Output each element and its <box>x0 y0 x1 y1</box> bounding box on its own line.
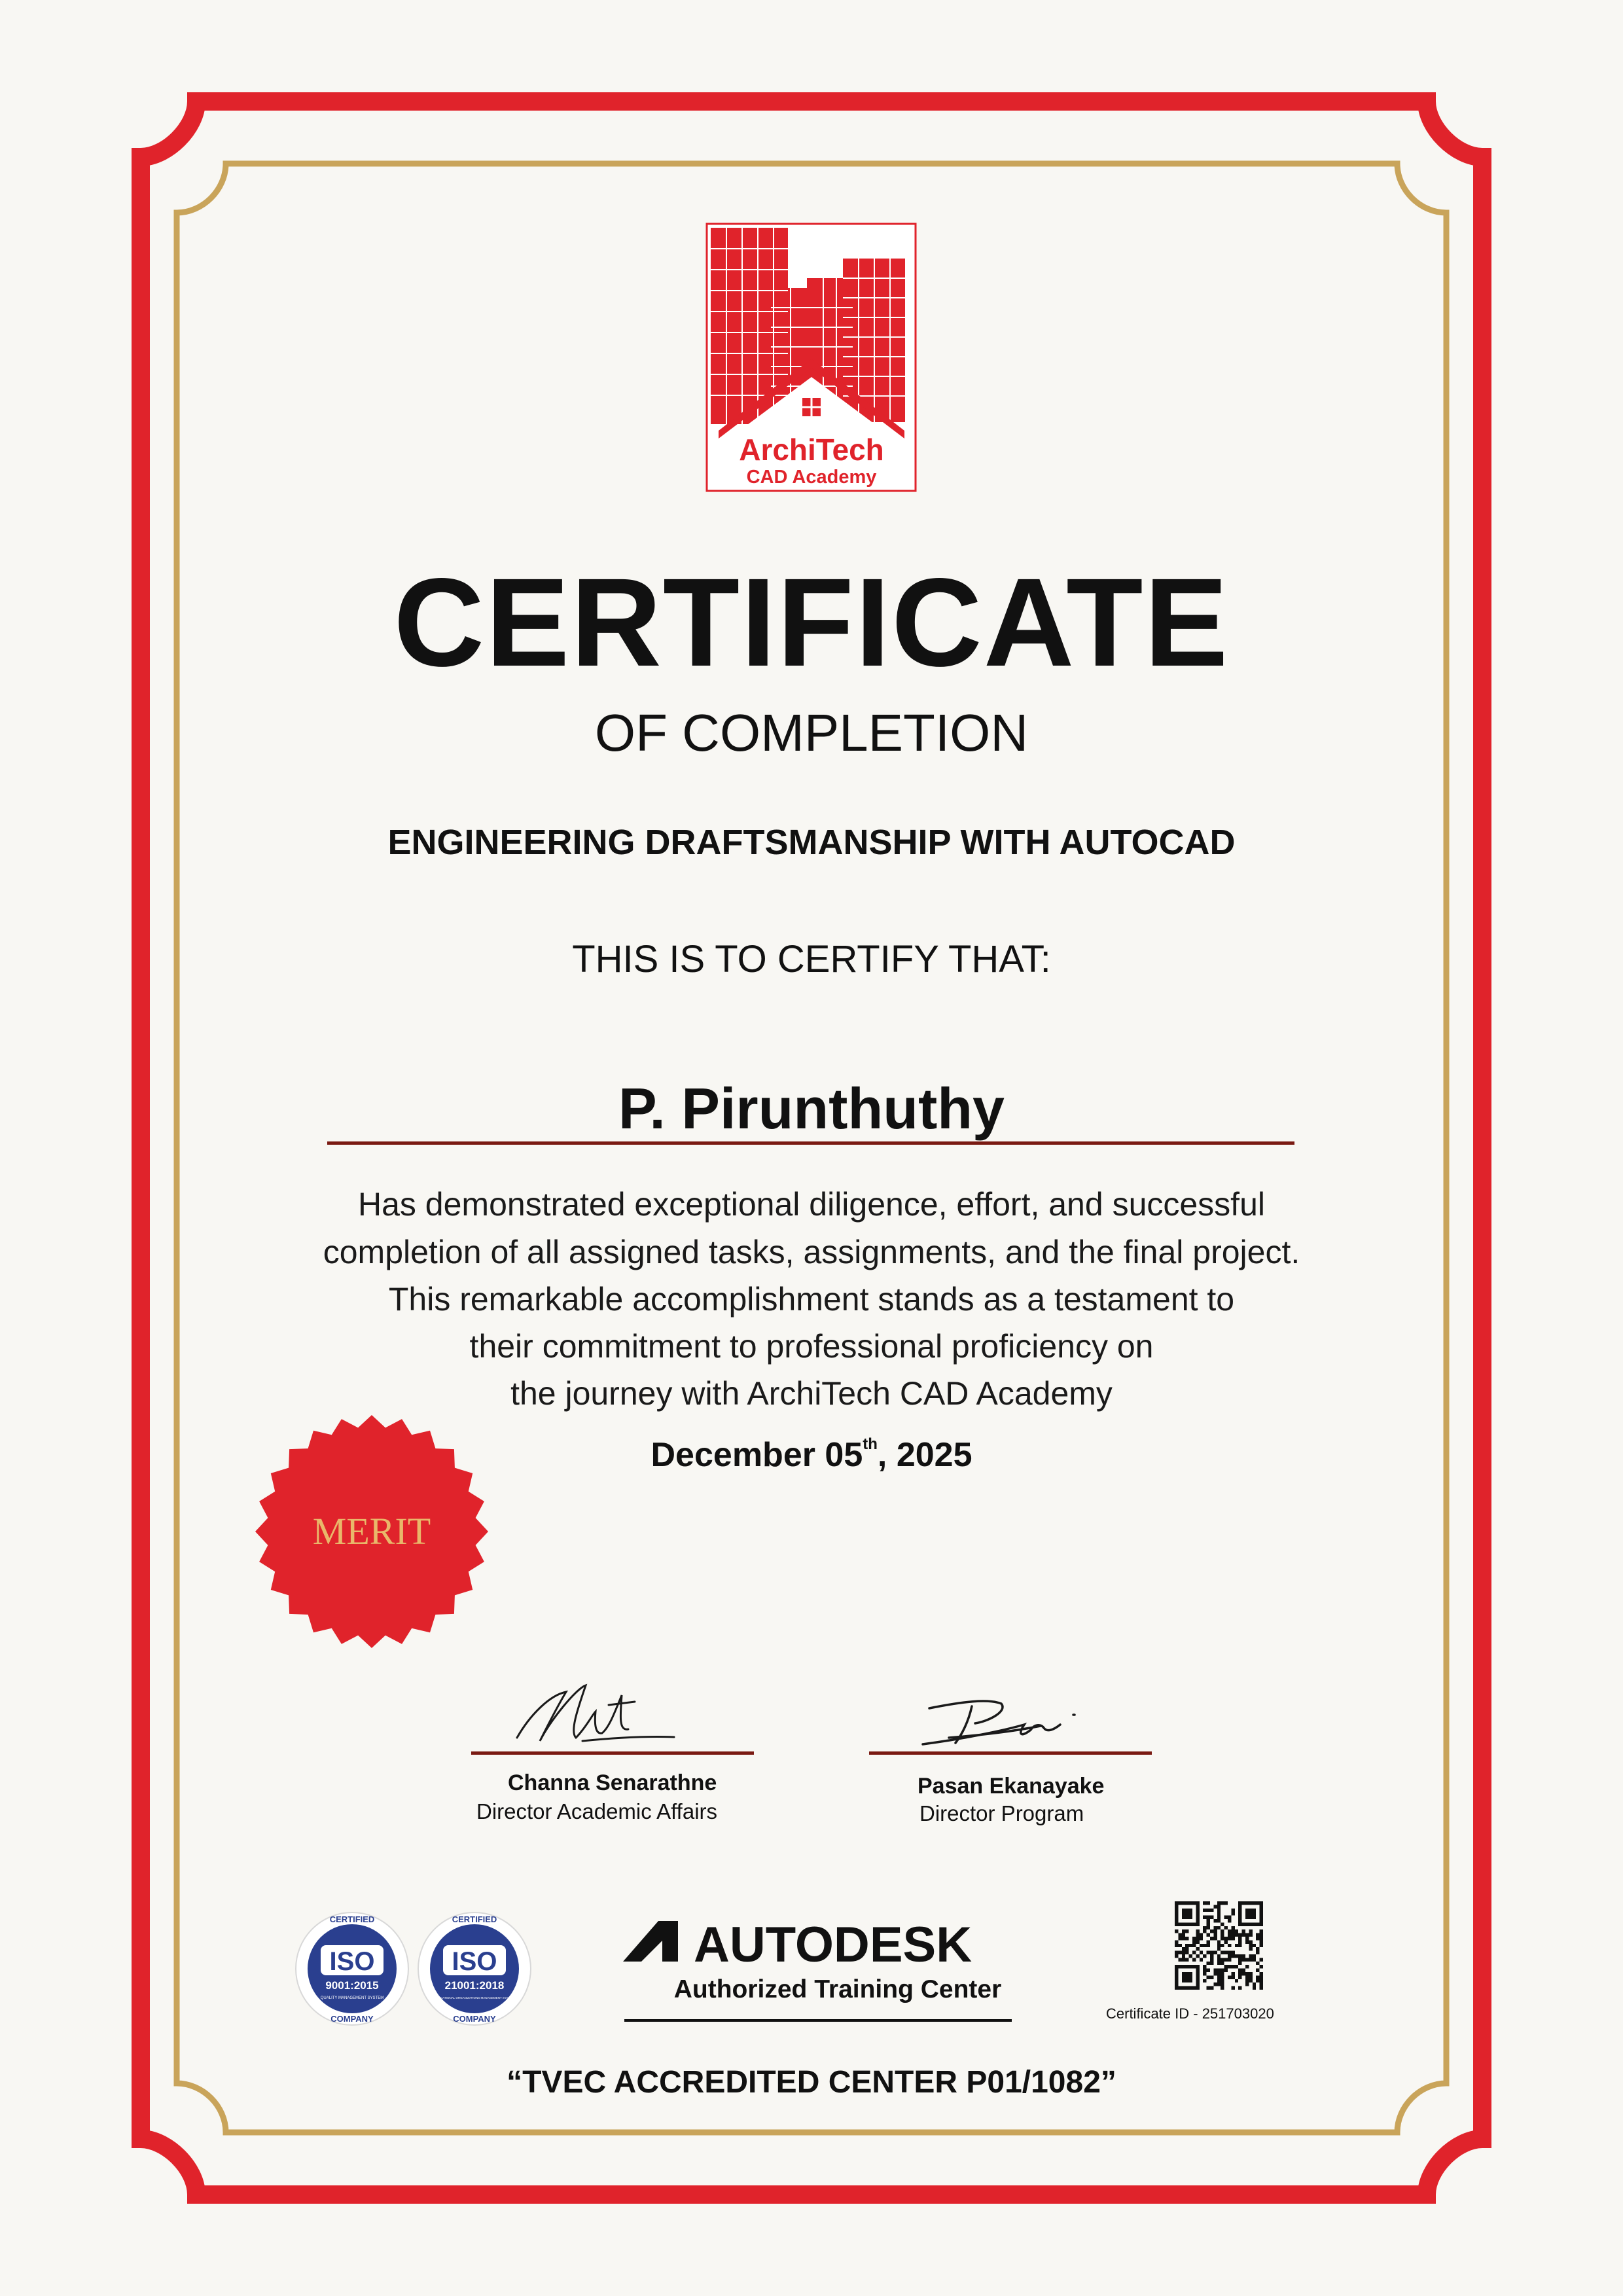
date-ordinal: th <box>863 1435 878 1453</box>
iso-badge-top: CERTIFIED <box>329 1914 375 1924</box>
iso-badge-top: CERTIFIED <box>452 1914 497 1924</box>
autodesk-tagline: Authorized Training Center <box>673 1975 1002 2003</box>
body-line: their commitment to professional proficiency on <box>469 1328 1154 1365</box>
signatory-role-1: Director Academic Affairs <box>476 1799 718 1823</box>
signature-pasan <box>910 1692 1099 1757</box>
iso-badge-desc: EDUCATIONAL ORGANIZATIONS MANAGEMENT SYSTEM <box>434 1996 515 2000</box>
body-line: This remarkable accomplishment stands as a testament to <box>388 1281 1235 1318</box>
certificate-title: CERTIFICATE <box>393 552 1230 692</box>
accreditation-text: “TVEC ACCREDITED CENTER P01/1082” <box>507 2065 1116 2100</box>
architech-logo <box>705 223 917 492</box>
completion-date <box>0 1435 1623 1474</box>
iso-badge-bottom: COMPANY <box>453 2014 496 2024</box>
logo-name: ArchiTech <box>739 433 884 467</box>
logo-subtitle: CAD Academy <box>746 467 877 488</box>
certificate-id: Certificate ID - 251703020 <box>1106 2005 1274 2022</box>
signature-channa <box>504 1676 687 1754</box>
signature-line-2 <box>869 1751 1152 1755</box>
signatory-name-1: Channa Senarathne <box>508 1770 717 1795</box>
signatory-name-2: Pasan Ekanayake <box>918 1774 1105 1799</box>
seal-text: MERIT <box>312 1510 431 1552</box>
iso-badge-bottom: COMPANY <box>330 2014 374 2024</box>
iso-badge-mark: ISO <box>329 1947 375 1976</box>
iso-21001-badge <box>417 1911 532 2026</box>
signature-line-1 <box>471 1751 754 1755</box>
name-underline <box>327 1141 1294 1145</box>
merit-seal <box>254 1414 490 1649</box>
qr-code <box>1175 1901 1263 1990</box>
certify-statement: THIS IS TO CERTIFY THAT: <box>572 938 1051 980</box>
autodesk-icon <box>623 1921 678 1962</box>
date-month-day: December 05 <box>651 1436 863 1474</box>
iso-badge-standard: 9001:2015 <box>325 1979 379 1992</box>
iso-badge-desc: QUALITY MANAGEMENT SYSTEM <box>320 1996 384 2000</box>
recipient-name: P. Pirunthuthy <box>618 1076 1005 1141</box>
body-line: Has demonstrated exceptional diligence, effort, and successful <box>358 1186 1265 1223</box>
iso-badge-standard: 21001:2018 <box>444 1979 505 1992</box>
date-year: , 2025 <box>877 1436 972 1474</box>
iso-9001-badge <box>294 1911 410 2026</box>
certificate-subtitle: OF COMPLETION <box>594 704 1029 762</box>
body-line: completion of all assigned tasks, assignments, and the final project. <box>323 1234 1300 1270</box>
autodesk-logo <box>622 1914 1014 2026</box>
body-line: the journey with ArchiTech CAD Academy <box>510 1375 1113 1412</box>
autodesk-brand: AUTODESK <box>694 1917 972 1973</box>
iso-badge-mark: ISO <box>452 1947 497 1976</box>
course-name: ENGINEERING DRAFTSMANSHIP WITH AUTOCAD <box>387 823 1236 862</box>
signatory-role-2: Director Program <box>919 1801 1084 1825</box>
